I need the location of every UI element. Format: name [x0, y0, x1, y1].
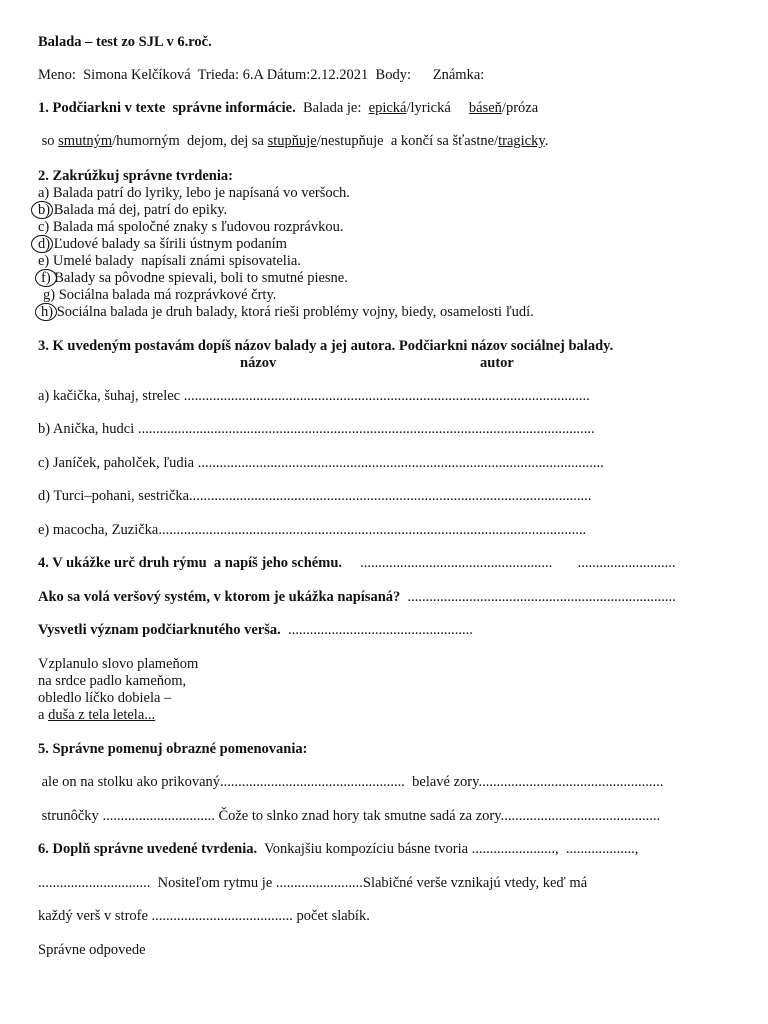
- answer-circle-d: [31, 235, 53, 253]
- q2-item-d: [38, 236, 287, 253]
- q2-heading: 2. Zakrúžkuj správne tvrdenia:: [38, 168, 233, 184]
- underlined-verse: duša z tela letela...: [48, 707, 156, 723]
- answer-blank[interactable]: ................................................................................................................: [197, 455, 604, 471]
- q3-heading: 3. K uvedeným postavám dopíš názov balady a jej autora. Podčiarkni názov sociálnej balady.: [38, 338, 614, 354]
- item-text: Ľudové balady sa šírili ústnym podaním: [53, 236, 287, 252]
- option-proza: /próza: [501, 100, 539, 116]
- q3-row-b: [38, 421, 595, 438]
- trieda-label: Trieda:: [197, 67, 239, 83]
- q3-row-a: [38, 388, 590, 405]
- statement: Vonkajšiu kompozíciu básne tvoria: [264, 841, 469, 857]
- option-lyricka: lyrická: [410, 100, 451, 116]
- q4-verse-question: [38, 589, 676, 606]
- poem-line-1: Vzplanulo slovo plameňom: [38, 656, 199, 672]
- answer-blank[interactable]: .......................,: [471, 841, 559, 857]
- page-title: Balada – test zo SJL v 6.roč.: [38, 34, 212, 50]
- datum-value: 2.12.2021: [310, 67, 369, 83]
- q2-item-e: [38, 253, 301, 270]
- q5-heading: 5. Správne pomenuj obrazné pomenovania:: [38, 741, 308, 757]
- correct-answers-label: Správne odpovede: [38, 942, 146, 958]
- q4-line: [38, 555, 676, 572]
- poem-a: a: [38, 707, 45, 723]
- answer-blank[interactable]: ............................................: [500, 808, 661, 824]
- answer-circle-f: [35, 269, 57, 287]
- answer-blank[interactable]: ........................: [275, 875, 363, 891]
- answer-blank[interactable]: ...............................................................................................................: [189, 488, 592, 504]
- answer-blank[interactable]: ...................................................: [220, 774, 405, 790]
- q5-line1: [38, 774, 663, 791]
- poem-line-3: obledlo líčko dobiela –: [38, 690, 172, 706]
- answer-stupnuje: stupňuje: [267, 133, 317, 149]
- q3-row-c: [38, 455, 604, 472]
- phrase: Čože to slnko znad hory tak smutne sadá za zory: [218, 808, 501, 824]
- q2-item-h: [41, 304, 534, 321]
- trieda-value: 6.A: [242, 67, 264, 83]
- verse-question: Ako sa volá veršový systém, v ktorom je ukážka napísaná?: [38, 589, 401, 605]
- meno-value: Simona Kelčíková: [83, 67, 191, 83]
- item-text: Sociálna balada má rozprávkové črty.: [58, 287, 277, 303]
- poem-line-2: na srdce padlo kameňom,: [38, 673, 187, 689]
- answer-blank[interactable]: ...........................: [577, 555, 676, 571]
- answer-blank[interactable]: ......................................................................................................................: [158, 522, 587, 538]
- statement: každý verš v strofe: [38, 908, 148, 924]
- q1-so: so: [41, 133, 55, 149]
- item-letter: b): [38, 202, 51, 218]
- item-text: Sociálna balada je druh balady, ktorá rieši problémy vojny, biedy, osamelosti ľudí.: [56, 304, 534, 320]
- answer-blank[interactable]: ...................,: [565, 841, 639, 857]
- phrase: strunôčky: [41, 808, 99, 824]
- item-letter: d): [38, 236, 51, 252]
- item-text: Balady sa pôvodne spievali, boli to smutné piesne.: [54, 270, 348, 286]
- poem-line-4: [38, 707, 155, 724]
- item-letter: g): [43, 287, 56, 303]
- explain-question: Vysvetli význam podčiarknutého verša.: [38, 622, 281, 638]
- q1-prompt: Balada je:: [303, 100, 362, 116]
- answer-blank[interactable]: ..........................................................................: [407, 589, 676, 605]
- statement: počet slabík.: [296, 908, 370, 924]
- answer-basen: báseň: [468, 100, 502, 116]
- answer-blank[interactable]: ...............................: [38, 875, 151, 891]
- row-text: e) macocha, Zuzička: [38, 522, 159, 538]
- phrase: belavé zory: [412, 774, 479, 790]
- q4-heading: 4. V ukážke urč druh rýmu a napíš jeho schému.: [38, 555, 343, 571]
- q2-item-b: [38, 202, 227, 219]
- item-letter: c): [38, 219, 50, 235]
- col-autor: autor: [480, 355, 514, 371]
- student-header: [38, 67, 484, 84]
- item-text: Umelé balady napísali známi spisovatelia.: [52, 253, 301, 269]
- item-text: Balada má spoločné znaky s ľudovou rozprávkou.: [52, 219, 344, 235]
- option-humornym: /humorným dejom, dej sa: [112, 133, 264, 149]
- q4-explain-question: [38, 622, 473, 639]
- q2-item-c: [38, 219, 343, 236]
- q1-heading: 1. Podčiarkni v texte správne informácie.: [38, 100, 296, 116]
- answer-blank[interactable]: ..............................................................................................................................: [137, 421, 595, 437]
- item-letter: f): [41, 270, 51, 286]
- row-text: b) Anička, hudci: [38, 421, 135, 437]
- period: .: [544, 133, 549, 149]
- item-letter: e): [38, 253, 50, 269]
- answer-epicka: epická: [368, 100, 407, 116]
- answer-circle-h: [35, 303, 57, 321]
- q3-row-d: [38, 488, 591, 505]
- phrase: ale on na stolku ako prikovaný: [41, 774, 221, 790]
- q2-item-a: [38, 185, 350, 202]
- answer-blank[interactable]: ................................................................................................................: [183, 388, 590, 404]
- answer-blank[interactable]: ...................................................: [478, 774, 664, 790]
- q6-line2: [38, 875, 587, 892]
- row-text: a) kačička, šuhaj, strelec: [38, 388, 181, 404]
- q5-line2: [38, 808, 660, 825]
- q2-item-f: [41, 270, 348, 287]
- q2-item-g: [43, 287, 276, 304]
- datum-label: Dátum:: [266, 67, 311, 83]
- answer-blank[interactable]: .....................................................: [360, 555, 553, 571]
- q6-heading: 6. Doplň správne uvedené tvrdenia.: [38, 841, 258, 857]
- slash: /: [406, 100, 411, 116]
- q6-line1: [38, 841, 638, 858]
- answer-tragicky: tragicky: [498, 133, 545, 149]
- item-text: Balada má dej, patrí do epiky.: [53, 202, 228, 218]
- item-letter: h): [41, 304, 54, 320]
- znamka-label: Známka:: [432, 67, 485, 83]
- row-text: c) Janíček, paholček, ľudia: [38, 455, 195, 471]
- body-label: Body:: [375, 67, 411, 83]
- row-text: d) Turci–pohani, sestrička: [38, 488, 190, 504]
- q1-line1: [38, 100, 538, 117]
- q6-line3: [38, 908, 370, 925]
- answer-smutnym: smutným: [58, 133, 113, 149]
- answer-circle-b: [31, 201, 53, 219]
- answer-blank[interactable]: .......................................: [151, 908, 293, 924]
- q1-line2: [38, 133, 548, 150]
- statement: Nositeľom rytmu je: [157, 875, 273, 891]
- q3-row-e: [38, 522, 586, 539]
- col-nazov: názov: [240, 355, 277, 371]
- statement: Slabičné verše vznikajú vtedy, keď má: [362, 875, 588, 891]
- meno-label: Meno:: [38, 67, 76, 83]
- answer-blank[interactable]: ...................................................: [288, 622, 473, 638]
- item-text: Balada patrí do lyriky, lebo je napísaná vo veršoch.: [52, 185, 350, 201]
- answer-blank[interactable]: ...............................: [102, 808, 215, 824]
- item-letter: a): [38, 185, 50, 201]
- option-nestupnuje: /nestupňuje a končí sa šťastne/: [316, 133, 499, 149]
